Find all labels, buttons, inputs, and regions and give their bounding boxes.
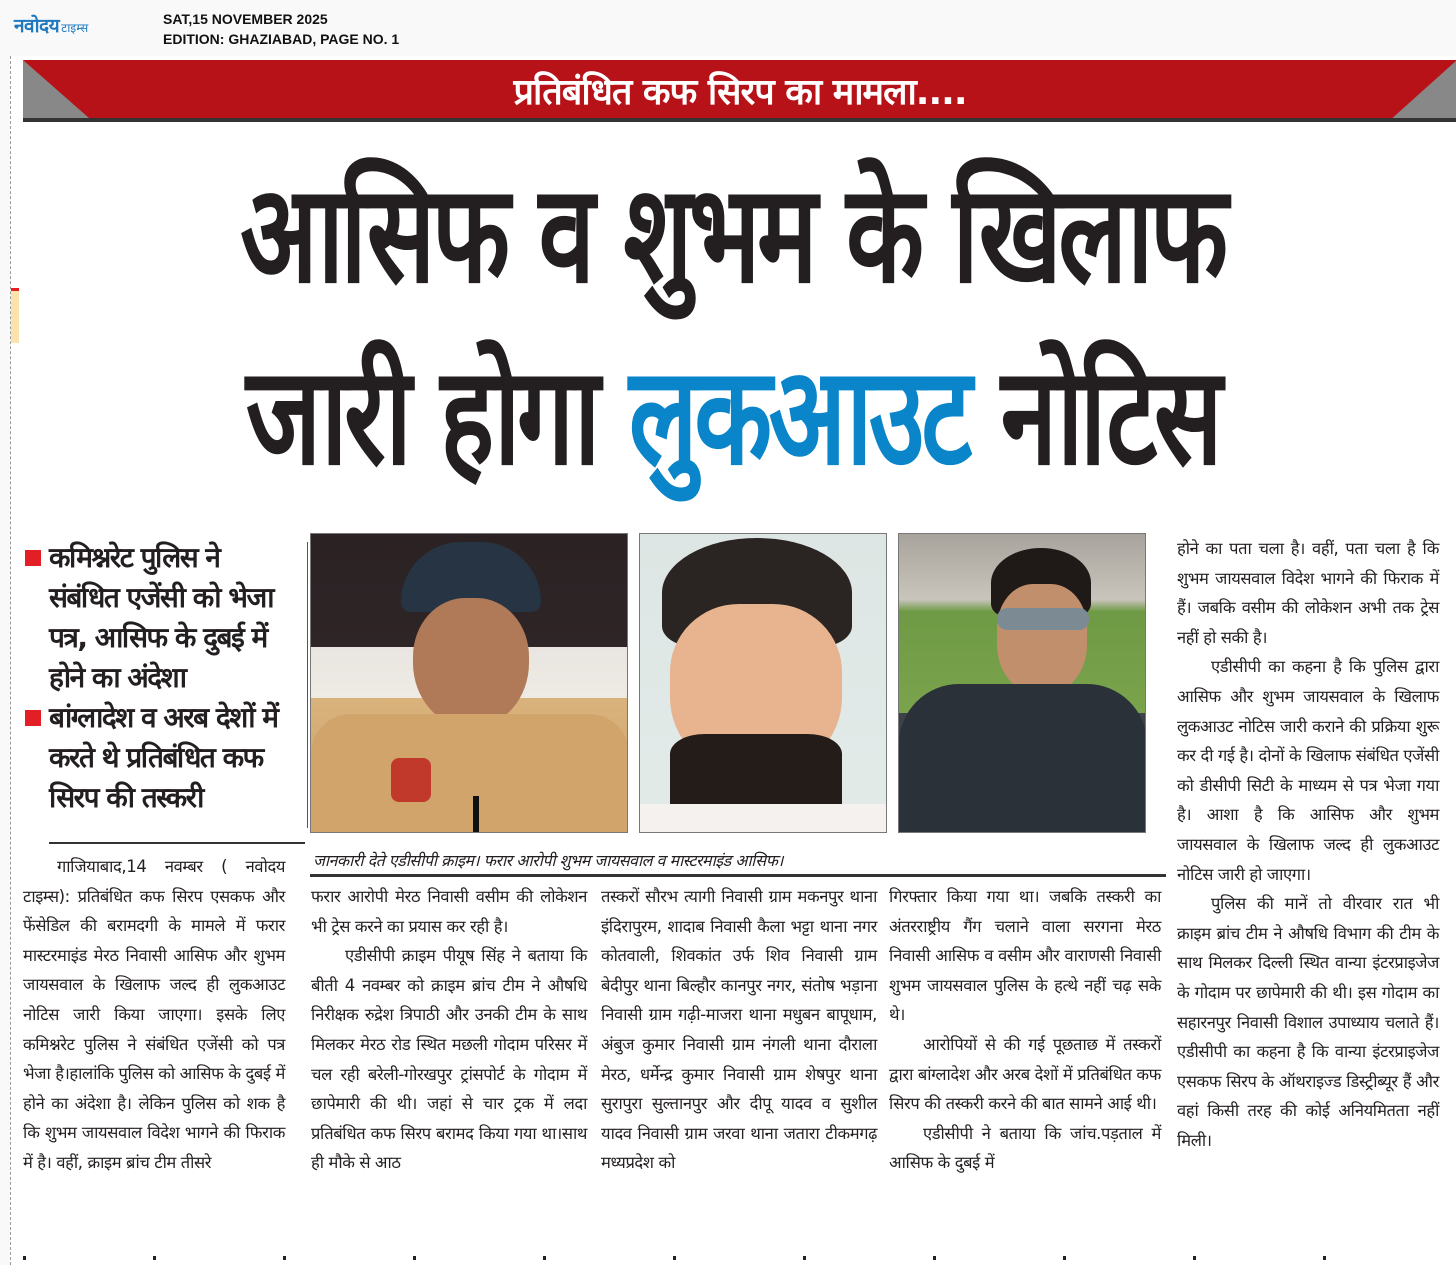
square-bullet-icon bbox=[25, 710, 41, 726]
highlight-text: कमिश्नरेट पुलिस ने संबंधित एजेंसी को भेजा पत्र, आसिफ के दुबई में होने का अंदेशा bbox=[49, 541, 274, 694]
kicker-text: प्रतिबंधित कफ सिरप का मामला.... bbox=[513, 72, 967, 113]
edition-info: EDITION: GHAZIABAD, PAGE NO. 1 bbox=[163, 31, 400, 47]
logo-main-text: नवोदय bbox=[14, 15, 60, 37]
newspaper-logo bbox=[14, 12, 88, 38]
photo-asif bbox=[898, 533, 1146, 833]
headline-part-3: नोटिस bbox=[968, 336, 1220, 496]
paragraph: एडीसीपी ने बताया कि जांच.पड़ताल में आसिफ के दुबई में bbox=[889, 1123, 1161, 1173]
headline-accent-word: लुकआउट bbox=[628, 336, 969, 496]
kicker-divider bbox=[23, 118, 1456, 122]
newspaper-page bbox=[10, 56, 1456, 1265]
headline-line-1: आसिफ व शुभम के खिलाफ bbox=[240, 154, 1225, 314]
headline-part-1: जारी होगा bbox=[245, 336, 629, 496]
paragraph: फरार आरोपी मेरठ निवासी वसीम की लोकेशन भी ट्रेस करने का प्रयास कर रही है। bbox=[311, 887, 587, 936]
edition-meta bbox=[163, 9, 399, 49]
paragraph: गाजियाबाद,14 नवम्बर ( नवोदय टाइम्स): प्रतिबंधित कफ सिरप एसकफ और फेंसेडिल की बरामदगी के मामले में फरार मास्टरमाइंड मेरठ निवासी आसिफ और शुभम जायसवाल के खिलाफ जल्द ही लुकआउट नोटिस जारी किया जाएगा। इसके लिए कमिश्नरेट पुलिस ने संबंधित एजेंसी को पत्र भेजा है।हालांकि पुलिस को आसिफ के दुबई में होने का अंदेशा है। लेकिन पुलिस को शक है कि शुभम जायसवाल विदेश भागने की फिराक में है। वहीं, क्राइम ब्रांच टीम तीसरे bbox=[23, 857, 285, 1172]
paragraph: होने का पता चला है। वहीं, पता चला है कि शुभम जायसवाल विदेश भागने की फिराक में हैं। जबकि वसीम की लोकेशन अभी तक ट्रेस नहीं हो सकी है। bbox=[1177, 539, 1439, 647]
paragraph: एडीसीपी क्राइम पीयूष सिंह ने बताया कि बीती 4 नवम्बर को क्राइम ब्रांच टीम ने औषधि निरीक्षक रुद्रेश त्रिपाठी और उनकी टीम के साथ मिलकर मेरठ रोड स्थित मछली गोदाम परिसर में चल रही बरेली-गोरखपुर ट्रांसपोर्ट के गोदाम में छापेमारी की थी। जहां से चार ट्रक में लदा प्रतिबंधित कफ सिरप बरामद किया गया था।साथ ही मौके से आठ bbox=[311, 946, 587, 1173]
paragraph: तस्करों सौरभ त्यागी निवासी ग्राम मकनपुर थाना इंदिरापुरम, शादाब निवासी कैला भट्टा थाना नगर कोतवाली, शिवकांत उर्फ शिव निवासी ग्राम बेदीपुर थाना बिल्हौर कानपुर नगर, संतोष भड़ाना निवासी ग्राम गढ़ी-माजरा थाना मधुबन बापूधाम, अंबुज कुमार निवासी ग्राम नंगली थाना दौराला मेरठ, धर्मेन्द्र कुमार निवासी ग्राम शेषपुर थाना सुरापुरा सुल्तानपुर और दीपू यादव व सुशील यादव निवासी ग्राम जरवा थाना जतारा टीकमगढ़ मध्यप्रदेश को bbox=[601, 887, 877, 1173]
next-article-edge bbox=[23, 1256, 1443, 1260]
edition-header bbox=[0, 0, 1456, 56]
photo-shubham-jaiswal bbox=[639, 533, 887, 833]
logo-sub-text: टाइम्स bbox=[61, 21, 89, 35]
article-column-2 bbox=[311, 882, 587, 1178]
highlight-item bbox=[25, 698, 297, 818]
paragraph: पुलिस की मानें तो वीरवार रात भी क्राइम ब्रांच टीम ने औषधि विभाग की टीम के साथ मिलकर दिल्ली स्थित वान्या इंटरप्राइजेज के गोदाम पर छापेमारी की थी। इस गोदाम का सहारनपुर निवासी विशाल उपाध्याय चलाते हैं। एडीसीपी का कहना है कि वान्या इंटरप्राइजेज एसकफ सिरप के ऑथराइज्ड डिस्ट्रीब्यूर हैं और वहां किसी तरह की कोई अनियमितता नहीं मिली। bbox=[1177, 894, 1439, 1150]
article-column-5 bbox=[1177, 534, 1439, 1155]
highlights-divider bbox=[49, 842, 305, 844]
article-column-4 bbox=[889, 882, 1161, 1178]
headline-line-2 bbox=[23, 336, 1442, 496]
column-divider bbox=[307, 542, 308, 828]
paragraph: गिरफ्तार किया गया था। जबकि तस्करी का अंतरराष्ट्रीय गैंग चलाने वाला सरगना मेरठ निवासी आसिफ व वसीम और वाराणसी निवासी शुभम जायसवाल पुलिस के हत्थे नहीं चढ़ सके थे। bbox=[889, 887, 1161, 1025]
highlights-box bbox=[25, 538, 297, 818]
paragraph: एडीसीपी का कहना है कि पुलिस द्वारा आसिफ और शुभम जायसवाल के खिलाफ लुकआउट नोटिस जारी कराने की प्रक्रिया शुरू कर दी गई है। दोनों के खिलाफ संबंधित एजेंसी को डीसीपी सिटी के माध्यम से पत्र भेजा गया है। आशा है कि आसिफ और शुभम जायसवाल के खिलाफ जल्द ही लुकआउट नोटिस जारी हो जाएगा। bbox=[1177, 657, 1439, 884]
highlight-item bbox=[25, 538, 297, 698]
photo-caption: जानकारी देते एडीसीपी क्राइम। फरार आरोपी शुभम जायसवाल व मास्टरमाइंड आसिफ। bbox=[313, 851, 783, 870]
kicker-banner bbox=[23, 60, 1456, 118]
article-column-3 bbox=[601, 882, 877, 1178]
square-bullet-icon bbox=[25, 550, 41, 566]
caption-divider bbox=[310, 874, 1166, 877]
highlight-text: बांग्लादेश व अरब देशों में करते थे प्रतिबंधित कफ सिरप की तस्करी bbox=[49, 701, 278, 814]
paragraph: आरोपियों से की गई पूछताछ में तस्करों द्वारा बांग्लादेश और अरब देशों में प्रतिबंधित कफ सिरप की तस्करी करने की बात सामने आई थी। bbox=[889, 1034, 1161, 1114]
article-column-1 bbox=[23, 852, 285, 1178]
photo-adcp-crime bbox=[310, 533, 628, 833]
publication-date: SAT,15 NOVEMBER 2025 bbox=[163, 11, 328, 27]
adjacent-clip-edge bbox=[11, 288, 19, 343]
